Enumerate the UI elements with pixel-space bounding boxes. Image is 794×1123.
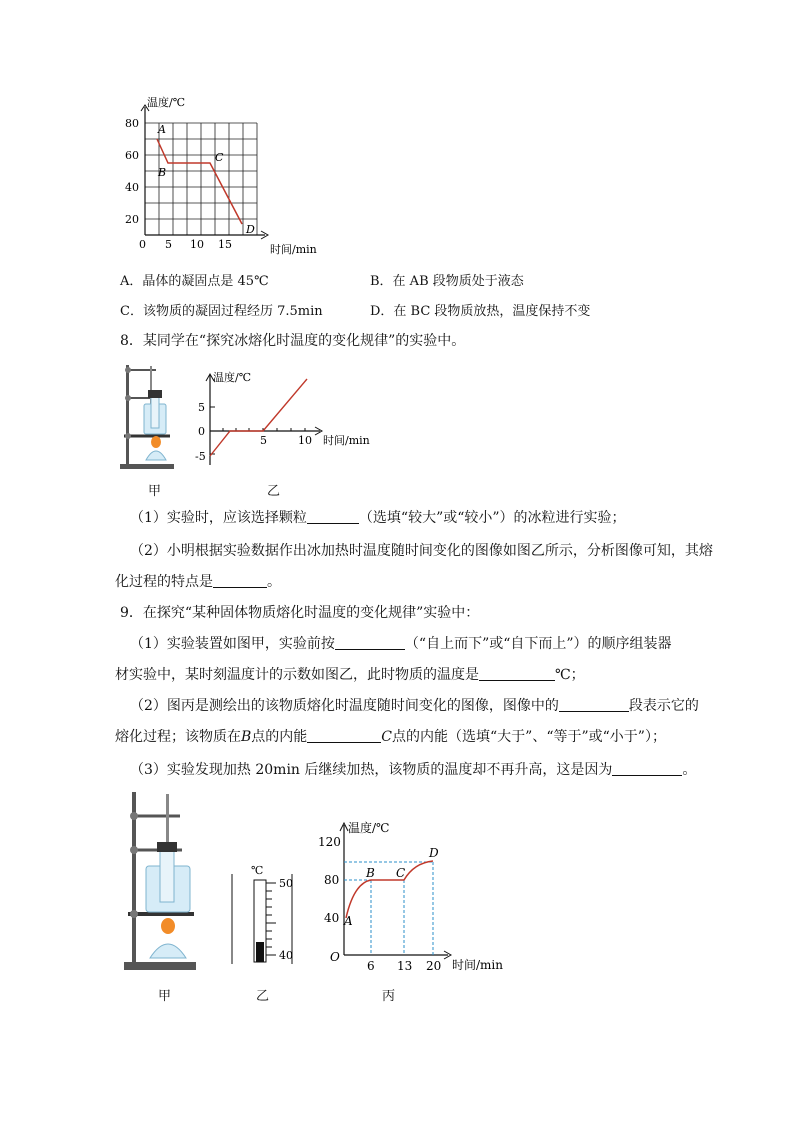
- answer-blank[interactable]: [559, 699, 629, 712]
- answer-blank[interactable]: [335, 637, 405, 650]
- q8-fig-yi-label: 乙: [267, 484, 281, 499]
- q9-apparatus: [120, 790, 200, 972]
- cooling-chart: [125, 95, 335, 260]
- q9-part1-line2: 材实验中，某时刻温度计的示数如图乙，此时物质的温度是 ℃；: [115, 667, 585, 683]
- thermometer-bottom-label: 40: [279, 949, 293, 962]
- answer-blank[interactable]: [612, 763, 682, 776]
- q9-part2-line1: （2）图丙是测绘出的该物质熔化时温度随时间变化的图像，图像中的 段表示它的: [130, 698, 699, 714]
- y-tick: 20: [125, 213, 139, 226]
- point-label-d: D: [246, 223, 255, 236]
- q8-stem: 8．某同学在“探究冰熔化时温度的变化规律”的实验中。: [120, 333, 466, 349]
- x-tick: 5: [260, 434, 267, 447]
- y-tick: 120: [318, 835, 341, 849]
- x-tick: 5: [165, 238, 172, 251]
- thermometer-unit: ℃: [251, 864, 264, 877]
- q9-fig-yi-label: 乙: [256, 989, 270, 1004]
- answer-blank[interactable]: [307, 730, 381, 743]
- q9-part1-line1: （1）实验装置如图甲，实验前按 （“自上而下”或“自下而上”）的顺序组装器: [130, 636, 672, 652]
- point-label-d: D: [429, 846, 439, 860]
- x-tick: 10: [298, 434, 312, 447]
- answer-blank[interactable]: [213, 575, 267, 588]
- answer-blank[interactable]: [307, 511, 359, 524]
- q9-stem: 9．在探究“某种固体物质熔化时温度的变化规律”实验中：: [120, 605, 480, 621]
- x-tick: 15: [218, 238, 232, 251]
- x-tick: 0: [139, 238, 146, 251]
- origin-label: O: [330, 950, 340, 964]
- option-c: C．该物质的凝固过程经历 7.5min: [120, 304, 323, 319]
- q8-part2-line1: （2）小明根据实验数据作出冰加热时温度随时间变化的图像如图乙所示，分析图像可知，其熔: [130, 543, 713, 559]
- y-tick: 0: [198, 425, 205, 438]
- point-label-b: B: [158, 166, 167, 179]
- q9-thermometer: [228, 862, 298, 967]
- point-label-a: A: [344, 914, 353, 928]
- q8-apparatus: [118, 360, 178, 472]
- x-tick: 13: [397, 959, 413, 973]
- q8-part1: （1）实验时，应该选择颗粒 （选填“较大”或“较小”）的冰粒进行实验；: [130, 510, 626, 526]
- q9-part3: （3）实验发现加热 20min 后继续加热，该物质的温度却不再升高，这是因为 。: [130, 762, 697, 778]
- q9-fig-jia-label: 甲: [158, 989, 172, 1004]
- answer-blank[interactable]: [479, 668, 555, 681]
- q9-part2-line2: 熔化过程；该物质在B点的内能 C点的内能（选填“大于”、“等于”或“小于”）；: [115, 729, 666, 745]
- melting-curve: [346, 861, 433, 918]
- point-label-b: B: [366, 866, 375, 880]
- option-a: A．晶体的凝固点是 45℃: [120, 274, 269, 289]
- q8-ice-chart: [195, 365, 385, 475]
- y-tick: 5: [198, 401, 205, 414]
- y-axis-label: 温度/℃: [213, 371, 252, 384]
- point-label-a: A: [158, 123, 166, 136]
- y-tick: 40: [125, 181, 139, 194]
- q8-fig-jia-label: 甲: [148, 484, 162, 499]
- x-axis-label: 时间/min: [270, 243, 317, 256]
- y-tick: 80: [324, 873, 340, 887]
- x-axis-label: 时间/min: [323, 434, 370, 447]
- y-tick: -5: [195, 450, 206, 463]
- thermometer-top-label: 50: [279, 877, 293, 890]
- option-d: D．在 BC 段物质放热，温度保持不变: [370, 304, 591, 319]
- point-label-c: C: [215, 151, 224, 164]
- ice-curve: [210, 379, 307, 456]
- x-axis-label: 时间/min: [452, 958, 503, 972]
- x-tick: 20: [426, 959, 442, 973]
- option-b: B．在 AB 段物质处于液态: [370, 274, 524, 289]
- q8-part2-line2: 化过程的特点是 。: [115, 574, 281, 590]
- y-tick: 40: [324, 911, 340, 925]
- q9-melting-chart: [318, 815, 518, 980]
- x-tick: 10: [190, 238, 204, 251]
- y-axis-label: 温度/℃: [348, 821, 390, 835]
- q9-fig-bing-label: 丙: [382, 989, 396, 1004]
- y-tick: 60: [125, 149, 139, 162]
- y-axis-label: 温度/℃: [147, 96, 186, 109]
- x-tick: 6: [367, 959, 375, 973]
- point-label-c: C: [396, 866, 406, 880]
- y-tick: 80: [125, 117, 139, 130]
